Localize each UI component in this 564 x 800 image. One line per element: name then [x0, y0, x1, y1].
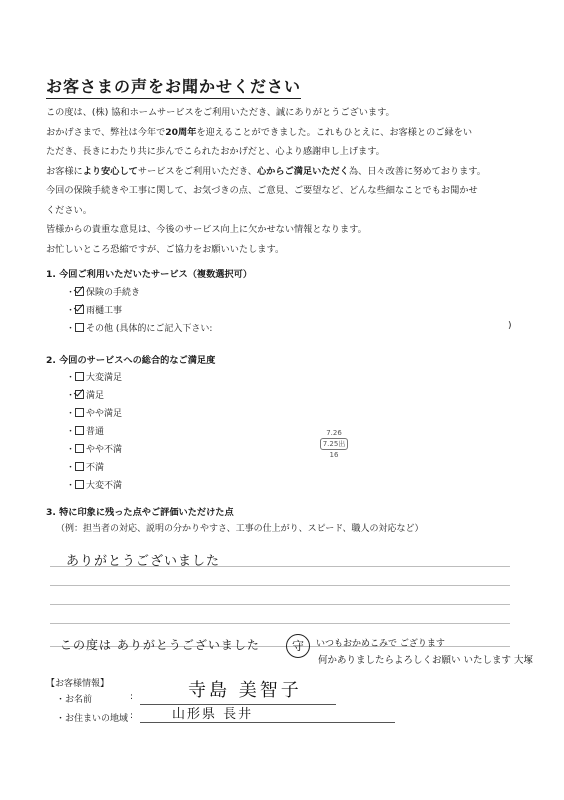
area-colon: :	[130, 711, 134, 721]
area-value[interactable]: 山形県 長井	[172, 707, 254, 722]
q1-close-paren: )	[508, 321, 512, 331]
handwritten-answer: この度は ありがとうございました	[60, 638, 260, 652]
q1-option-gutter[interactable]: ・ 雨樋工事	[66, 306, 123, 316]
intro-text	[46, 103, 516, 259]
intro-line: 今回の保険手続きや工事に関して、お気づきの点、ご意見、ご要望など、どんな些細なことでもお聞かせ	[46, 185, 478, 196]
seal-stamp: 守	[286, 634, 310, 658]
q2-option[interactable]: ・ やや不満	[66, 445, 123, 455]
area-label: ・お住まいの地域	[56, 714, 129, 724]
name-colon: :	[130, 692, 134, 702]
intro-line: お忙しいところ恐縮ですが、ご協力をお願いいたします。	[46, 243, 285, 255]
page-title: お客さまの声をお聞かせください	[46, 74, 301, 99]
name-label: ・お名前	[56, 695, 93, 705]
answer-line	[50, 623, 510, 624]
q3-subtext: （例：担当者の対応、説明の分かりやすさ、工事の仕上がり、スピード、職人の対応など）	[56, 524, 424, 534]
checkbox[interactable]	[75, 323, 84, 332]
q1-option-other[interactable]: ・ その他 (具体的にご記入下さい:	[66, 324, 213, 334]
answer-line	[50, 604, 510, 605]
intro-line: この度は、(株) 協和ホームサービスをご利用いただき、誠にありがとうございます。	[46, 107, 395, 118]
q2-option[interactable]: ・ 不満	[66, 463, 105, 473]
q2-option[interactable]: ・ 普通	[66, 427, 105, 437]
q3-heading: 3. 特に印象に残った点やご評価いただけた点	[46, 507, 234, 518]
area-field-line	[140, 722, 395, 723]
intro-line: ください。	[46, 204, 92, 216]
intro-line: 皆様からの貴重な意見は、今後のサービス向上に欠かせない情報となります。	[46, 224, 367, 235]
checkbox-checked[interactable]	[75, 287, 84, 296]
checkbox[interactable]	[75, 480, 84, 489]
customer-info-header: 【お客様情報】	[46, 679, 110, 689]
answer-line	[50, 566, 510, 567]
q2-option[interactable]: ・ やや満足	[66, 409, 123, 419]
checkbox[interactable]	[75, 444, 84, 453]
handwritten-answer: ありがとうございました	[66, 554, 221, 569]
intro-line: おかげさまで、弊社は今年で20周年を迎えることができました。これもひとえに、お客様とのご縁をい	[46, 126, 473, 138]
checkbox[interactable]	[75, 372, 84, 381]
q2-option[interactable]: ・ 大変満足	[66, 373, 123, 383]
checkbox-checked[interactable]	[75, 305, 84, 314]
q1-heading: 1. 今回ご利用いただいたサービス（複数選択可）	[46, 269, 253, 280]
q2-heading: 2. 今回のサービスへの総合的なご満足度	[46, 355, 216, 366]
handwritten-answer: 何かありましたらよろしくお願い いたします 大塚	[318, 655, 534, 666]
date-stamp: 7.26 7.25出 16	[315, 428, 353, 462]
q2-option[interactable]: ・ 満足	[66, 391, 105, 401]
checkbox[interactable]	[75, 408, 84, 417]
answer-line	[50, 585, 510, 586]
intro-line: ただき、長きにわたり共に歩んでこられたおかげだと、心より感謝申し上げます。	[46, 146, 385, 157]
name-value[interactable]: 寺島 美智子	[188, 680, 302, 701]
q1-option-insurance[interactable]: ・ 保険の手続き	[66, 288, 141, 298]
checkbox-checked[interactable]	[75, 390, 84, 399]
handwritten-answer: いつもおかめこみで ござります	[316, 639, 445, 649]
checkbox[interactable]	[75, 462, 84, 471]
intro-line: お客様により安心してサービスをご利用いただき、心からご満足いただく為、日々改善に努めております。	[46, 165, 486, 177]
q2-option[interactable]: ・ 大変不満	[66, 481, 123, 491]
checkbox[interactable]	[75, 426, 84, 435]
